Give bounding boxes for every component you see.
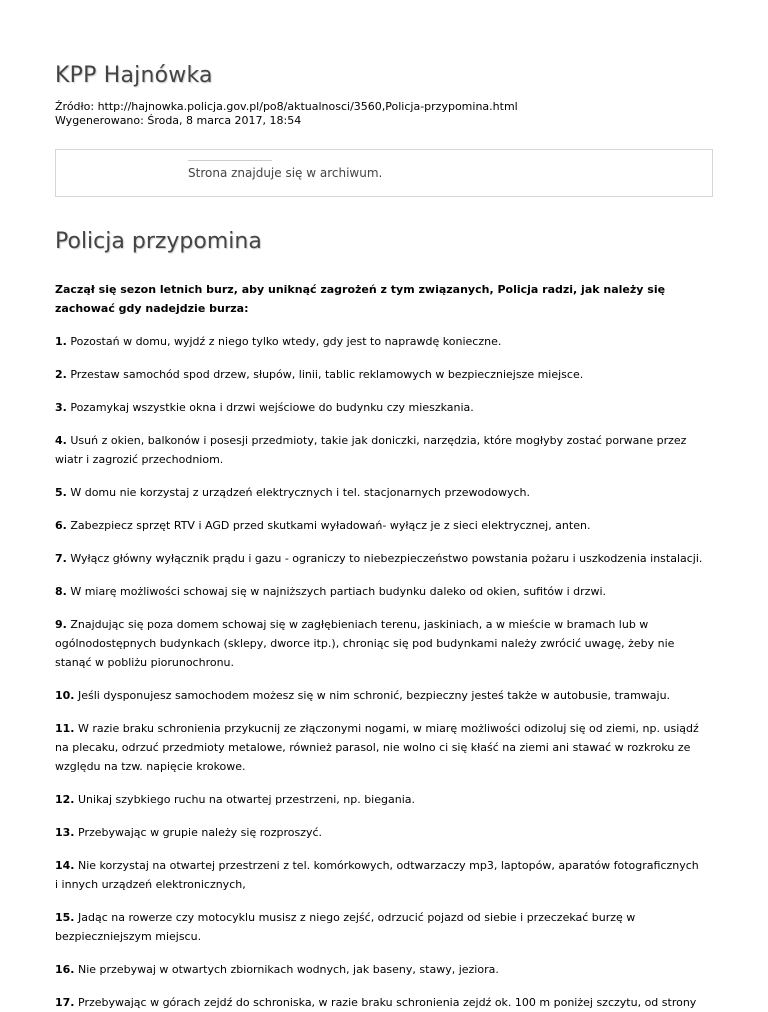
- list-item: [55, 483, 705, 502]
- list-item: [55, 516, 705, 535]
- item-number: 13.: [55, 826, 75, 839]
- item-text: W razie braku schronienia przykucnij ze złączonymi nogami, w miarę możliwości odizoluj się od ziemi, np. usiądź na plecaku, odrzuć przedmioty metalowe, również parasol, nie wolno ci się kłaść na ziemi ani stawać w rozkroku ze względu na tzw. napięcie krokowe.: [55, 722, 699, 773]
- item-text: Przebywając w grupie należy się rozproszyć.: [78, 826, 323, 839]
- item-text: Pozamykaj wszystkie okna i drzwi wejściowe do budynku czy mieszkania.: [70, 401, 474, 414]
- list-item: [55, 365, 705, 384]
- item-text: Znajdując się poza domem schowaj się w zagłębieniach terenu, jaskiniach, a w mieście w bramach lub w ogólnodostępnych budynkach (sklepy, dworce itp.), chroniąc się pod budynkami należy zwrócić uwagę, żeby nie stanąć w pobliżu piorunochronu.: [55, 618, 675, 669]
- list-item: [55, 823, 705, 842]
- meta-info: [55, 100, 713, 128]
- item-text: Pozostań w domu, wyjdź z niego tylko wtedy, gdy jest to naprawdę konieczne.: [70, 335, 502, 348]
- item-number: 12.: [55, 793, 75, 806]
- list-item: [55, 686, 705, 705]
- item-number: 9.: [55, 618, 67, 631]
- archive-notice: Strona znajduje się w archiwum.: [188, 166, 383, 180]
- item-number: 10.: [55, 689, 75, 702]
- item-number: 14.: [55, 859, 75, 872]
- item-number: 5.: [55, 486, 67, 499]
- item-text: Jadąc na rowerze czy motocyklu musisz z niego zejść, odrzucić pojazd od siebie i przeczekać burzę w bezpieczniejszym miejscu.: [55, 911, 636, 943]
- article-lead: Zaczął się sezon letnich burz, aby uniknąć zagrożeń z tym związanych, Policja radzi, jak należy się zachować gdy nadejdzie burza:: [55, 283, 666, 315]
- list-item: [55, 993, 705, 1012]
- item-number: 16.: [55, 963, 75, 976]
- item-number: 15.: [55, 911, 75, 924]
- tips-list: [55, 332, 705, 1012]
- generated-line: Wygenerowano: Środa, 8 marca 2017, 18:54: [55, 114, 302, 127]
- item-text: W domu nie korzystaj z urządzeń elektrycznych i tel. stacjonarnych przewodowych.: [70, 486, 531, 499]
- item-number: 3.: [55, 401, 67, 414]
- item-number: 7.: [55, 552, 67, 565]
- item-text: Wyłącz główny wyłącznik prądu i gazu - ograniczy to niebezpieczeństwo powstania pożaru i uszkodzenia instalacji.: [70, 552, 703, 565]
- site-title: KPP Hajnówka: [55, 63, 213, 88]
- item-text: Zabezpiecz sprzęt RTV i AGD przed skutkami wyładowań- wyłącz je z sieci elektrycznej, anten.: [70, 519, 591, 532]
- item-text: Nie korzystaj na otwartej przestrzeni z tel. komórkowych, odtwarzaczy mp3, laptopów, aparatów fotograficznych i innych urządzeń elektronicznych,: [55, 859, 699, 891]
- list-item: [55, 908, 705, 946]
- item-number: 4.: [55, 434, 67, 447]
- list-item: [55, 431, 705, 469]
- item-number: 17.: [55, 996, 75, 1009]
- list-item: [55, 332, 705, 351]
- item-number: 2.: [55, 368, 67, 381]
- list-item: [55, 960, 705, 979]
- item-text: Usuń z okien, balkonów i posesji przedmioty, takie jak doniczki, narzędzia, które mogłyby zostać porwane przez wiatr i zagrozić przechodniom.: [55, 434, 687, 466]
- item-text: Jeśli dysponujesz samochodem możesz się w nim schronić, bezpieczny jesteś także w autobusie, tramwaju.: [78, 689, 671, 702]
- item-text: Unikaj szybkiego ruchu na otwartej przestrzeni, np. biegania.: [78, 793, 415, 806]
- source-line: Źródło: http://hajnowka.policja.gov.pl/po8/aktualnosci/3560,Policja-przypomina.html: [55, 100, 518, 113]
- list-item: [55, 398, 705, 417]
- item-text: Nie przebywaj w otwartych zbiornikach wodnych, jak baseny, stawy, jeziora.: [78, 963, 499, 976]
- item-number: 1.: [55, 335, 67, 348]
- list-item: [55, 582, 705, 601]
- item-number: 11.: [55, 722, 75, 735]
- article-title: Policja przypomina: [55, 229, 262, 254]
- list-item: [55, 719, 705, 776]
- archive-divider: [188, 160, 272, 161]
- item-text: Przestaw samochód spod drzew, słupów, linii, tablic reklamowych w bezpieczniejsze miejsce.: [70, 368, 584, 381]
- list-item: [55, 790, 705, 809]
- archive-notice-box: [55, 149, 713, 197]
- list-item: [55, 615, 705, 672]
- list-item: [55, 549, 705, 568]
- item-number: 6.: [55, 519, 67, 532]
- item-number: 8.: [55, 585, 67, 598]
- list-item: [55, 856, 705, 894]
- item-text: W miarę możliwości schowaj się w najniższych partiach budynku daleko od okien, sufitów i drzwi.: [70, 585, 607, 598]
- item-text: Przebywając w górach zejdź do schroniska, w razie braku schronienia zejdź ok. 100 m poniżej szczytu, od strony: [78, 996, 697, 1009]
